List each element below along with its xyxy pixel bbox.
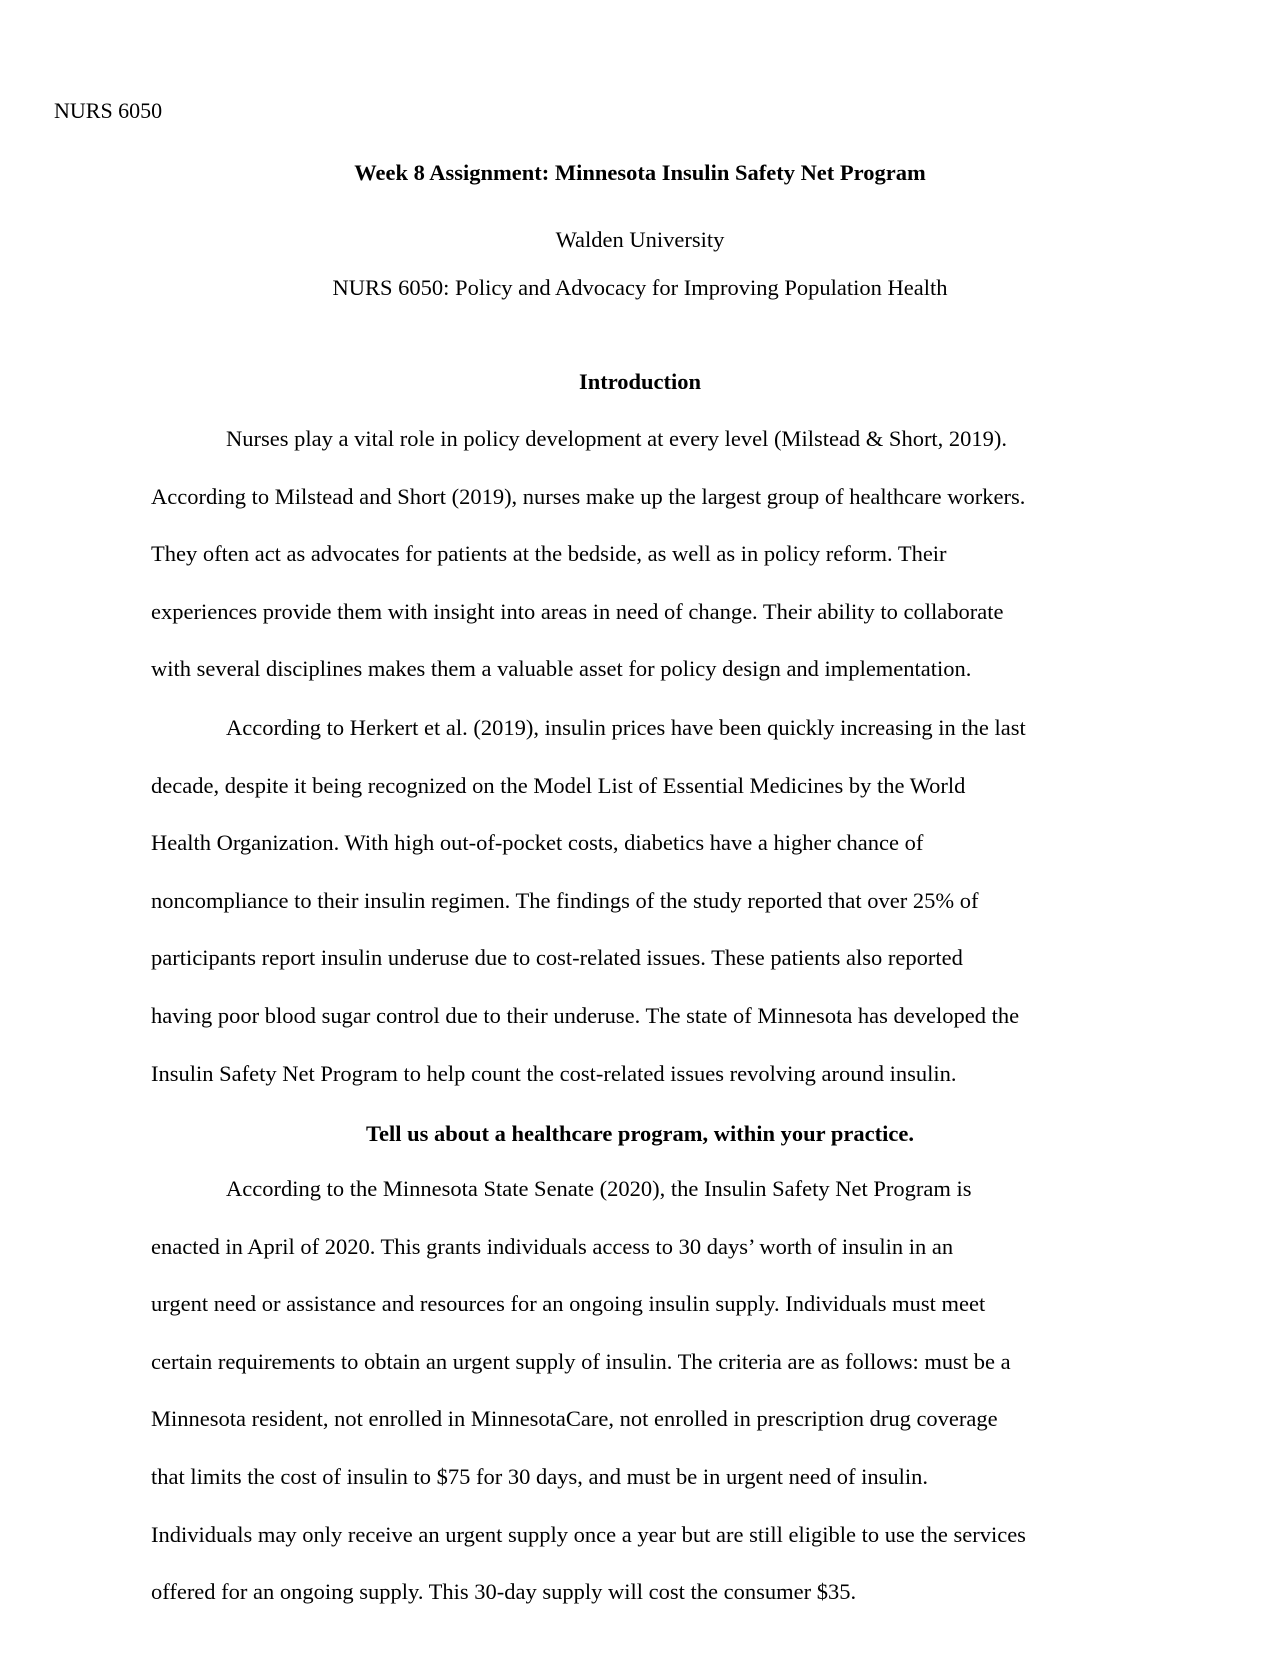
paragraph-line: with several disciplines makes them a valuable asset for policy design and implementation. xyxy=(151,656,972,682)
paragraph-line: They often act as advocates for patients at the bedside, as well as in policy reform. Their xyxy=(151,541,947,567)
paragraph-line: noncompliance to their insulin regimen. The findings of the study reported that over 25% of xyxy=(151,887,979,913)
paragraph-line: certain requirements to obtain an urgent supply of insulin. The criteria are as follows: must be a xyxy=(151,1348,1011,1374)
program-section-heading: Tell us about a healthcare program, within your practice. xyxy=(366,1121,914,1146)
introduction-paragraph-1 xyxy=(151,410,1141,698)
institution-name: Walden University xyxy=(555,227,725,252)
course-name: NURS 6050: Policy and Advocacy for Improving Population Health xyxy=(332,275,948,300)
paragraph-line: Individuals may only receive an urgent supply once a year but are still eligible to use the services xyxy=(151,1521,1026,1547)
paragraph-line: Minnesota resident, not enrolled in MinnesotaCare, not enrolled in prescription drug coverage xyxy=(151,1406,998,1432)
introduction-paragraph-2 xyxy=(151,699,1141,1102)
program-paragraph-1 xyxy=(151,1160,1141,1621)
paragraph-line: According to Milstead and Short (2019), nurses make up the largest group of healthcare workers. xyxy=(151,483,1026,509)
paragraph-line: participants report insulin underuse due to cost-related issues. These patients also reported xyxy=(151,945,963,971)
document-title: Week 8 Assignment: Minnesota Insulin Safety Net Program xyxy=(354,160,926,185)
paragraph-line: that limits the cost of insulin to $75 for 30 days, and must be in urgent need of insulin. xyxy=(151,1463,928,1489)
paragraph-line: decade, despite it being recognized on the Model List of Essential Medicines by the World xyxy=(151,772,966,798)
paragraph-line: According to Herkert et al. (2019), insulin prices have been quickly increasing in the last xyxy=(226,715,1026,740)
paragraph-line: enacted in April of 2020. This grants individuals access to 30 days’ worth of insulin in an xyxy=(151,1233,954,1259)
paragraph-line: experiences provide them with insight into areas in need of change. Their ability to collaborate xyxy=(151,598,1004,624)
introduction-heading: Introduction xyxy=(578,369,702,394)
paragraph-line: having poor blood sugar control due to their underuse. The state of Minnesota has developed the xyxy=(151,1002,1020,1028)
paragraph-line: Insulin Safety Net Program to help count the cost-related issues revolving around insulin. xyxy=(151,1060,957,1086)
paragraph-line: offered for an ongoing supply. This 30-day supply will cost the consumer $35. xyxy=(151,1579,857,1605)
paragraph-line: According to the Minnesota State Senate (2020), the Insulin Safety Net Program is xyxy=(226,1176,972,1201)
running-head: NURS 6050 xyxy=(54,98,163,123)
paragraph-line: urgent need or assistance and resources for an ongoing insulin supply. Individuals must meet xyxy=(151,1291,986,1317)
paragraph-line: Health Organization. With high out-of-pocket costs, diabetics have a higher chance of xyxy=(151,830,924,856)
paragraph-line: Nurses play a vital role in policy development at every level (Milstead & Short, 2019). xyxy=(226,426,1008,451)
